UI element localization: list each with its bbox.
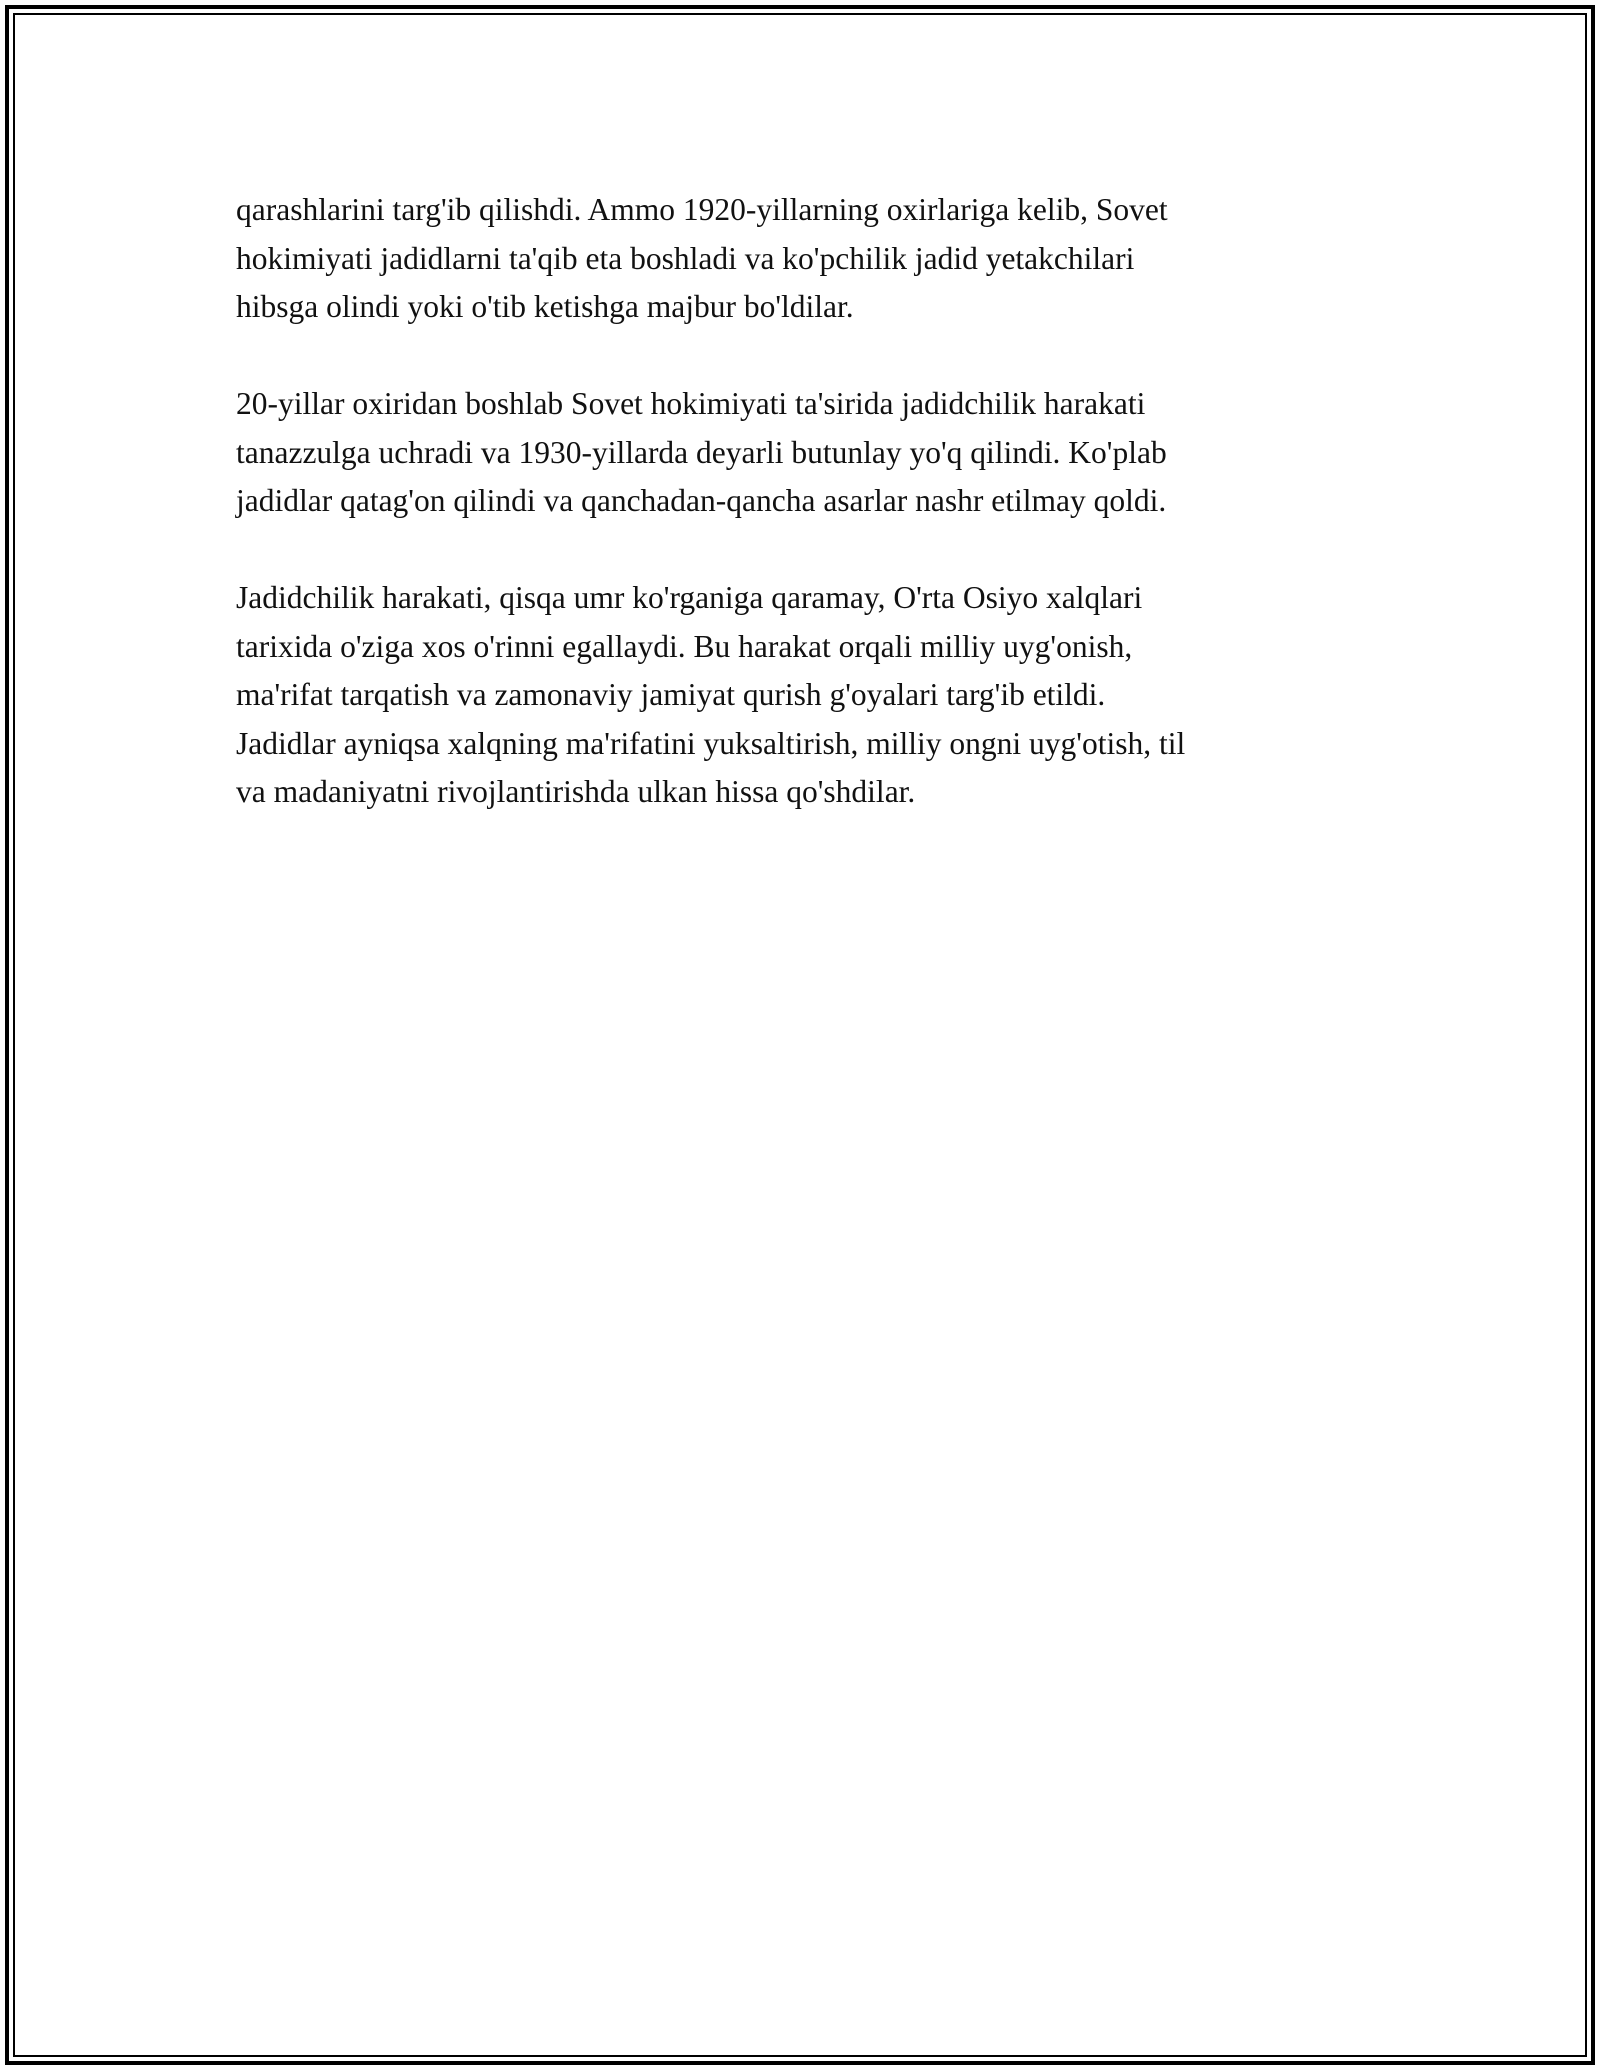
paragraph-line: Jadidchilik harakati, qisqa umr ko'rganiga qaramay, O'rta Osiyo xalqlari xyxy=(236,580,1143,615)
paragraph-line: Jadidlar ayniqsa xalqning ma'rifatini yuksaltirish, milliy ongni uyg'otish, til xyxy=(236,725,1186,761)
paragraph-line: 20-yillar oxiridan boshlab Sovet hokimiyati ta'sirida jadidchilik harakati xyxy=(236,386,1146,421)
paragraph-line: qarashlarini targ'ib qilishdi. Ammo 1920-yillarning oxirlariga kelib, Sovet xyxy=(236,192,1168,227)
paragraph-line: va madaniyatni rivojlantirishda ulkan hissa qo'shdilar. xyxy=(236,774,916,809)
document-body xyxy=(236,186,1366,865)
paragraph-line: tarixida o'ziga xos o'rinni egallaydi. Bu harakat orqali milliy uyg'onish, xyxy=(236,628,1133,664)
paragraph-line: hibsga olindi yoki o'tib ketishga majbur bo'ldilar. xyxy=(236,289,854,324)
paragraph-line: hokimiyati jadidlarni ta'qib eta boshladi va ko'pchilik jadid yetakchilari xyxy=(236,240,1135,276)
paragraph-2 xyxy=(236,380,1366,526)
paragraph-line: ma'rifat tarqatish va zamonaviy jamiyat qurish g'oyalari targ'ib etildi. xyxy=(236,677,1106,712)
paragraph-1 xyxy=(236,186,1366,332)
paragraph-3 xyxy=(236,574,1366,817)
paragraph-line: tanazzulga uchradi va 1930-yillarda deyarli butunlay yo'q qilindi. Ko'plab xyxy=(236,434,1167,470)
paragraph-line: jadidlar qatag'on qilindi va qanchadan-qancha asarlar nashr etilmay qoldi. xyxy=(236,483,1167,518)
